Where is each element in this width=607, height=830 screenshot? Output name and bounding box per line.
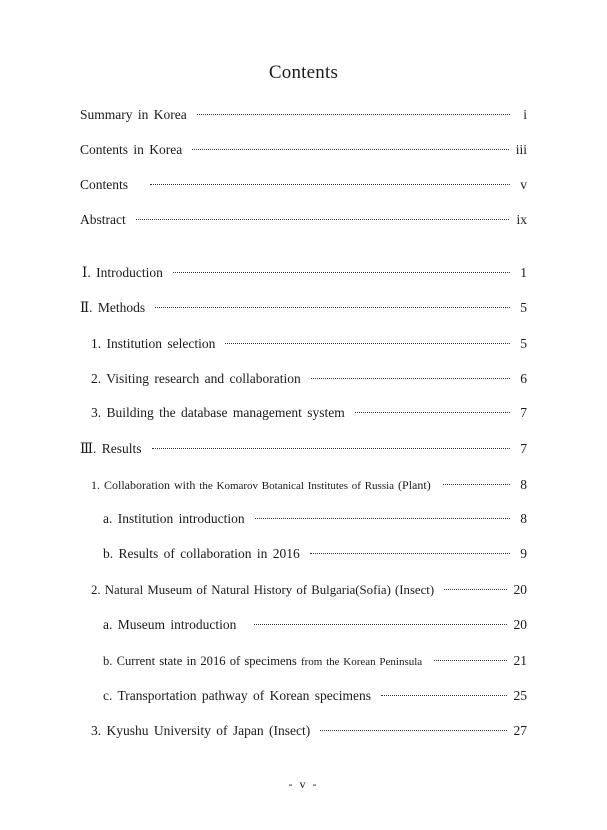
toc-label: 3. Kyushu University of Japan (Insect) xyxy=(91,723,311,738)
toc-page-number: 9 xyxy=(520,546,527,561)
dot-leader xyxy=(225,343,510,344)
toc-page-number: 6 xyxy=(520,371,527,386)
toc-entry-collaboration-results[interactable] xyxy=(103,546,527,562)
toc-page-number: v xyxy=(520,177,527,192)
toc-label: a. Museum introduction xyxy=(103,617,237,632)
toc-entry-institution-introduction[interactable] xyxy=(103,511,527,527)
dot-leader xyxy=(320,730,506,731)
toc-entry-contents-in-korea[interactable] xyxy=(80,142,527,158)
toc-page-number: 20 xyxy=(513,582,527,597)
dot-leader xyxy=(381,695,507,696)
dot-leader xyxy=(443,484,510,485)
toc-entry-kyushu-university[interactable] xyxy=(91,723,527,739)
toc-page-number: 7 xyxy=(520,441,527,456)
toc-label: Contents in Korea xyxy=(80,142,183,157)
toc-entry-summary-in-korea[interactable] xyxy=(80,107,527,123)
dot-leader xyxy=(152,448,510,449)
toc-page-number: 5 xyxy=(520,336,527,351)
dot-leader xyxy=(197,114,510,115)
toc-entry-abstract[interactable] xyxy=(80,212,527,228)
toc-label: b. Results of collaboration in 2016 xyxy=(103,546,300,561)
toc-label: Ⅰ. Introduction xyxy=(82,265,163,280)
toc-label: 1. Institution selection xyxy=(91,336,216,351)
toc-page-number: iii xyxy=(515,142,527,157)
toc-page-number: ix xyxy=(516,212,527,227)
toc-label-part: from the Korean Peninsula xyxy=(300,656,423,668)
toc-page-number: 5 xyxy=(520,300,527,315)
toc-label-part: (Plant) xyxy=(394,478,431,492)
toc-page-number: i xyxy=(523,107,527,122)
toc-label: Summary in Korea xyxy=(80,107,187,122)
toc-entry-contents[interactable] xyxy=(80,177,527,193)
toc-page-number: 21 xyxy=(513,653,527,668)
toc-label-part: b. Current state in 2016 of specimens xyxy=(103,654,301,668)
dot-leader xyxy=(136,219,510,220)
toc-page-number: 20 xyxy=(513,617,527,632)
dot-leader xyxy=(355,412,510,413)
toc-entry-current-state-specimens[interactable] xyxy=(103,653,527,669)
toc-label: 3. Building the database management system xyxy=(91,405,345,420)
toc-label: Contents xyxy=(80,177,129,192)
toc-entry-introduction[interactable] xyxy=(82,265,527,281)
toc-label: 2. Natural Museum of Natural History of Bulgaria(Sofia) (Insect) xyxy=(91,583,435,597)
toc-label: 2. Visiting research and collaboration xyxy=(91,371,301,386)
toc-label xyxy=(103,653,422,669)
toc-label: Abstract xyxy=(80,212,126,227)
toc-page-number: 27 xyxy=(513,723,527,738)
page-title: Contents xyxy=(268,62,339,83)
dot-leader xyxy=(311,378,510,379)
toc-label: c. Transportation pathway of Korean specimens xyxy=(103,688,371,703)
toc-entry-database-system[interactable] xyxy=(91,405,527,421)
dot-leader xyxy=(310,553,510,554)
page-footer-number: - v - xyxy=(288,777,319,791)
toc-entry-bulgaria-museum[interactable] xyxy=(91,582,527,598)
toc-page-number: 8 xyxy=(520,477,527,492)
toc-entry-results[interactable] xyxy=(80,441,527,457)
dot-leader xyxy=(444,589,506,590)
toc-entry-visiting-research[interactable] xyxy=(91,371,527,387)
dot-leader xyxy=(255,518,510,519)
toc-label xyxy=(91,477,431,493)
dot-leader xyxy=(173,272,510,273)
toc-label-part: the Komarov Botanical Institutes of Russia xyxy=(199,480,395,492)
dot-leader xyxy=(434,660,506,661)
toc-label: Ⅱ. Methods xyxy=(80,300,146,315)
toc-entry-transportation-pathway[interactable] xyxy=(103,688,527,704)
toc-page-number: 25 xyxy=(513,688,527,703)
toc-page-number: 7 xyxy=(520,405,527,420)
toc-page-number: 1 xyxy=(520,265,527,280)
toc-page-number: 8 xyxy=(520,511,527,526)
dot-leader xyxy=(192,149,509,150)
toc-label: Ⅲ. Results xyxy=(80,441,142,456)
dot-leader xyxy=(254,624,506,625)
toc-entry-museum-introduction[interactable] xyxy=(103,617,527,633)
toc-entry-institution-selection[interactable] xyxy=(91,336,527,352)
toc-label-part: 1. Collaboration with xyxy=(91,478,200,492)
toc-entry-komarov-collaboration[interactable] xyxy=(91,477,527,493)
dot-leader xyxy=(150,184,510,185)
toc-entry-methods[interactable] xyxy=(80,300,527,316)
toc-label: a. Institution introduction xyxy=(103,511,245,526)
dot-leader xyxy=(155,307,510,308)
